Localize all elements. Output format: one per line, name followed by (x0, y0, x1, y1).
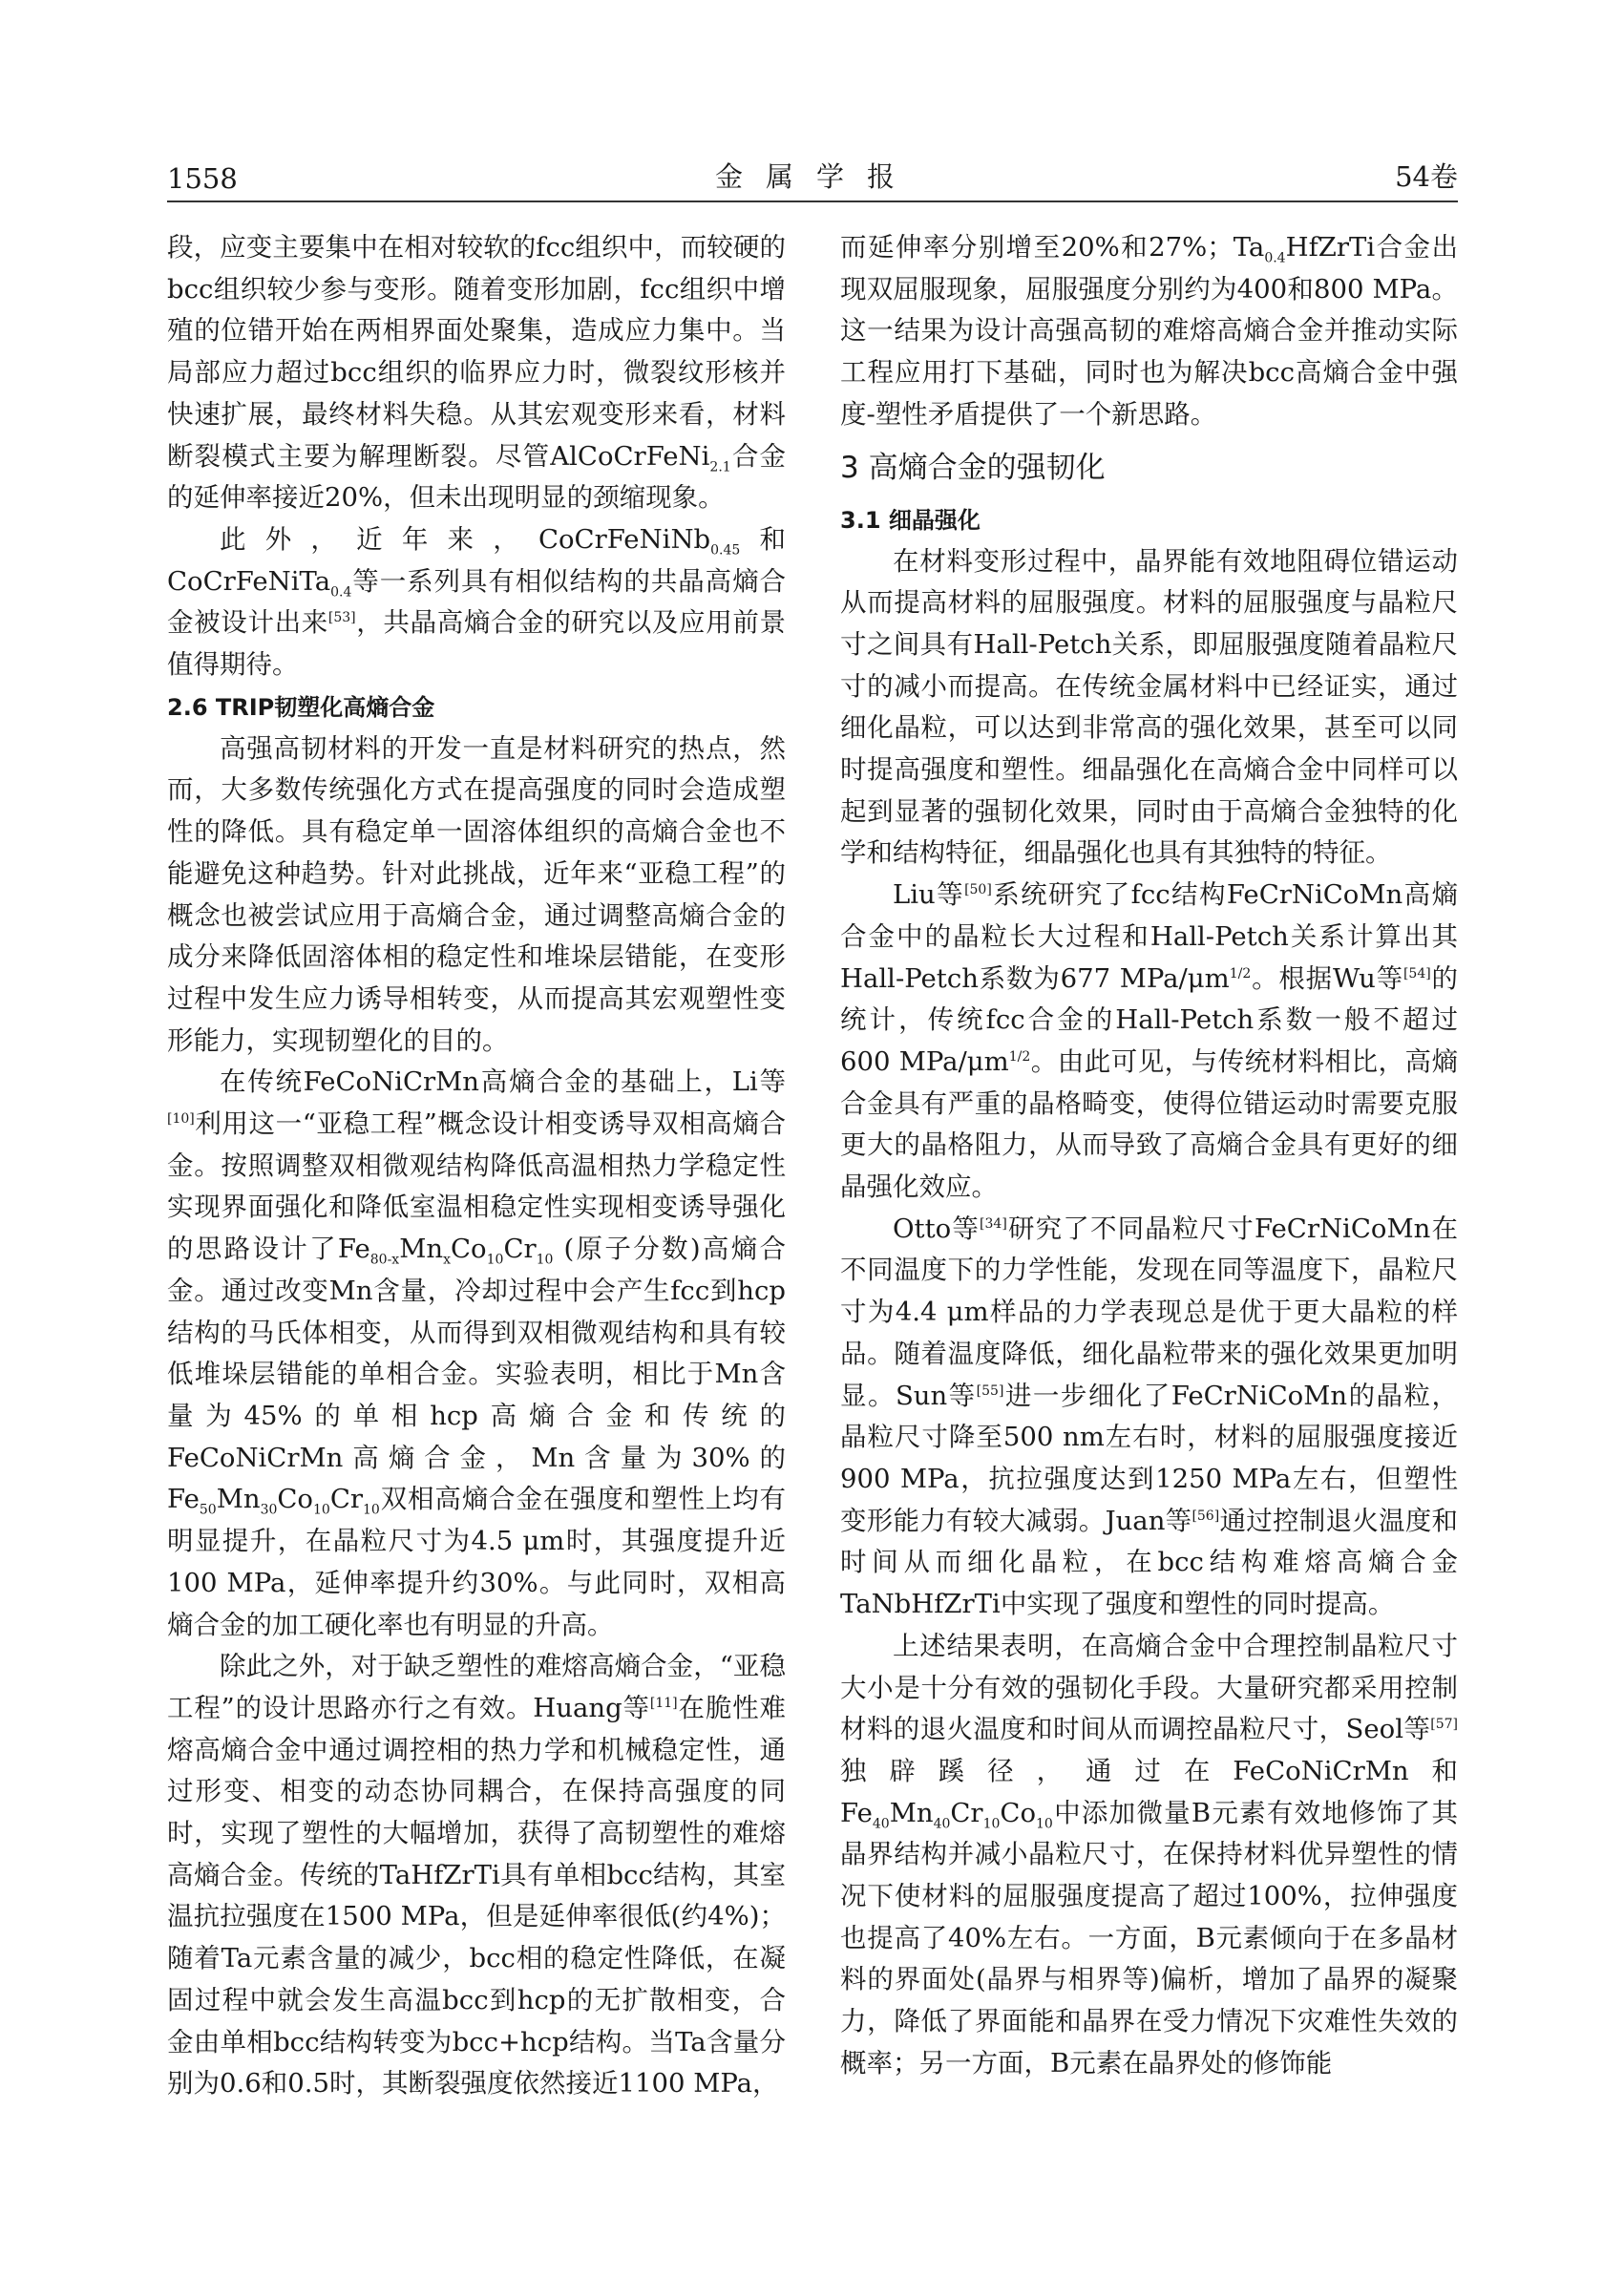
left-column (167, 227, 786, 2105)
paragraph: 段，应变主要集中在相对较软的fcc组织中，而较硬的bcc组织较少参与变形。随着变形加剧，fcc组织中增殖的位错开始在两相界面处聚集，造成应力集中。当局部应力超过bcc组织的临界应力时，微裂纹形核并快速扩展，最终材料失稳。从其宏观变形来看，材料断裂模式主要为解理断裂。尽管AlCoCrFeNi$_{2.1}$合金的延伸率接近20%，但未出现明显的颈缩现象。 (167, 232, 786, 514)
section-heading-3: 3 高熵合金的强韧化 (840, 450, 1106, 485)
paragraph: 上述结果表明，在高熵合金中合理控制晶粒尺寸大小是十分有效的强韧化手段。大量研究都采用控制材料的退火温度和时间从而调控晶粒尺寸，Seol等[57]独辟蹊径，通过在FeCoNiCrMn和$Fe_{40}Mn_{40}Cr_{10}Co_{10}$中添加微量B元素有效地修饰了其晶界结构并减小晶粒尺寸，在保持材料优异塑性的情况下使材料的屈服强度提高了超过100%，拉伸强度也提高了40%左右。一方面，B元素倾向于在多晶材料的界面处(晶界与相界等)偏析，增加了晶界的凝聚力，降低了界面能和晶界在受力情况下灾难性失效的概率；另一方面，B元素在晶界处的修饰能 (840, 1630, 1458, 2079)
section-heading-3-1: 3.1 细晶强化 (840, 506, 981, 534)
paragraph: 除此之外，对于缺乏塑性的难熔高熵合金，“亚稳工程”的设计思路亦行之有效。Huang等[11]在脆性难熔高熵合金中通过调控相的热力学和机械稳定性，通过形变、相变的动态协同耦合，在保持高强度的同时，实现了塑性的大幅增加，获得了高韧塑性的难熔高熵合金。传统的TaHfZrTi具有单相bcc结构，其室温抗拉强度在1500 MPa，但是延伸率很低(约4%)；随着Ta元素含量的减少，bcc相的稳定性降低，在凝固过程中就会发生高温bcc到hcp的无扩散相变，合金由单相bcc结构转变为bcc+hcp结构。当Ta含量分别为0.6和0.5时，其断裂强度依然接近1100 MPa， (167, 1651, 786, 2100)
paragraph: 在传统FeCoNiCrMn高熵合金的基础上，Li等[10]利用这一“亚稳工程”概念设计相变诱导双相高熵合金。按照调整双相微观结构降低高温相热力学稳定性实现界面强化和降低室温相稳定性实现相变诱导强化的思路设计了$Fe_{80-x}Mn_xCo_{10}Cr_{10}$ (原子分数)高熵合金。通过改变Mn含量，冷却过程中会产生fcc到hcp结构的马氏体相变，从而得到双相微观结构和具有较低堆垛层错能的单相合金。实验表明，相比于Mn含量为45%的单相hcp高熵合金和传统的FeCoNiCrMn高熵合金，Mn含量为30%的$Fe_{50}Mn_{30}Co_{10}Cr_{10}$双相高熵合金在强度和塑性上均有明显提升，在晶粒尺寸为4.5 μm时，其强度提升近100 MPa，延伸率提升约30%。与此同时，双相高熵合金的加工硬化率也有明显的升高。 (167, 1066, 787, 1640)
paragraph: Liu等[50]系统研究了fcc结构FeCrNiCoMn高熵合金中的晶粒长大过程和Hall-Petch关系计算出其Hall-Petch系数为677 MPa/$\mu m^{1/2}$。根据Wu等[54]的统计，传统fcc合金的Hall-Petch系数一般不超过600 MPa/$\mu m^{1/2}$。由此可见，与传统材料相比，高熵合金具有严重的晶格畸变，使得位错运动时需要克服更大的晶格阻力，从而导致了高熵合金具有更好的细晶强化效应。 (840, 879, 1459, 1203)
paragraph: Otto等[34]研究了不同晶粒尺寸FeCrNiCoMn在不同温度下的力学性能，发现在同等温度下，晶粒尺寸为4.4 μm样品的力学表现总是优于更大晶粒的样品。随着温度降低，细化晶粒带来的强化效果更加明显。Sun等[55]进一步细化了FeCrNiCoMn的晶粒，晶粒尺寸降至500 nm左右时，材料的屈服强度接近900 MPa，抗拉强度达到1250 MPa左右，但塑性变形能力有较大减弱。Juan等[56]通过控制退火温度和时间从而细化晶粒，在bcc结构难熔高熵合金TaNbHfZrTi中实现了强度和塑性的同时提高。 (840, 1213, 1459, 1620)
paragraph: 而延伸率分别增至20%和27%；$Ta_{0.4}HfZrTi$合金出现双屈服现象，屈服强度分别约为400和800 MPa。这一结果为设计高强高韧的难熔高熵合金并推动实际工程应用打下基础，同时也为解决bcc高熵合金中强度-塑性矛盾提供了一个新思路。 (840, 232, 1458, 430)
paragraph: 在材料变形过程中，晶界能有效地阻碍位错运动从而提高材料的屈服强度。材料的屈服强度与晶粒尺寸之间具有Hall-Petch关系，即屈服强度随着晶粒尺寸的减小而提高。在传统金属材料中已经证实，通过细化晶粒，可以达到非常高的强化效果，甚至可以同时提高强度和塑性。细晶强化在高熵合金中同样可以起到显著的强韧化效果，同时由于高熵合金独特的化学和结构特征，细晶强化也具有其独特的特征。 (840, 545, 1458, 869)
running-header (167, 153, 1458, 195)
header-rule (167, 200, 1458, 202)
paragraph: 此外，近年来，CoCrFeNiNb$_{0.45}$和CoCrFeNiTa$_{0.4}$等一系列具有相似结构的共晶高熵合金被设计出来[53]，共晶高熵合金的研究以及应用前景值得期待。 (167, 523, 787, 681)
section-heading-2-6: 2.6 TRIP韧塑化高熵合金 (167, 693, 435, 721)
journal-title: 金属学报 (714, 160, 917, 193)
paragraph: 高强高韧材料的开发一直是材料研究的热点，然而，大多数传统强化方式在提高强度的同时会造成塑性的降低。具有稳定单一固溶体组织的高熵合金也不能避免这种趋势。针对此挑战，近年来“亚稳工程”的概念也被尝试应用于高熵合金，通过调整高熵合金的成分来降低固溶体相的稳定性和堆垛层错能，在变形过程中发生应力诱导相转变，从而提高其宏观塑性变形能力，实现韧塑化的目的。 (167, 732, 786, 1056)
volume-label: 54卷 (1395, 160, 1458, 193)
right-column (840, 227, 1458, 2085)
page-number: 1558 (167, 162, 238, 195)
